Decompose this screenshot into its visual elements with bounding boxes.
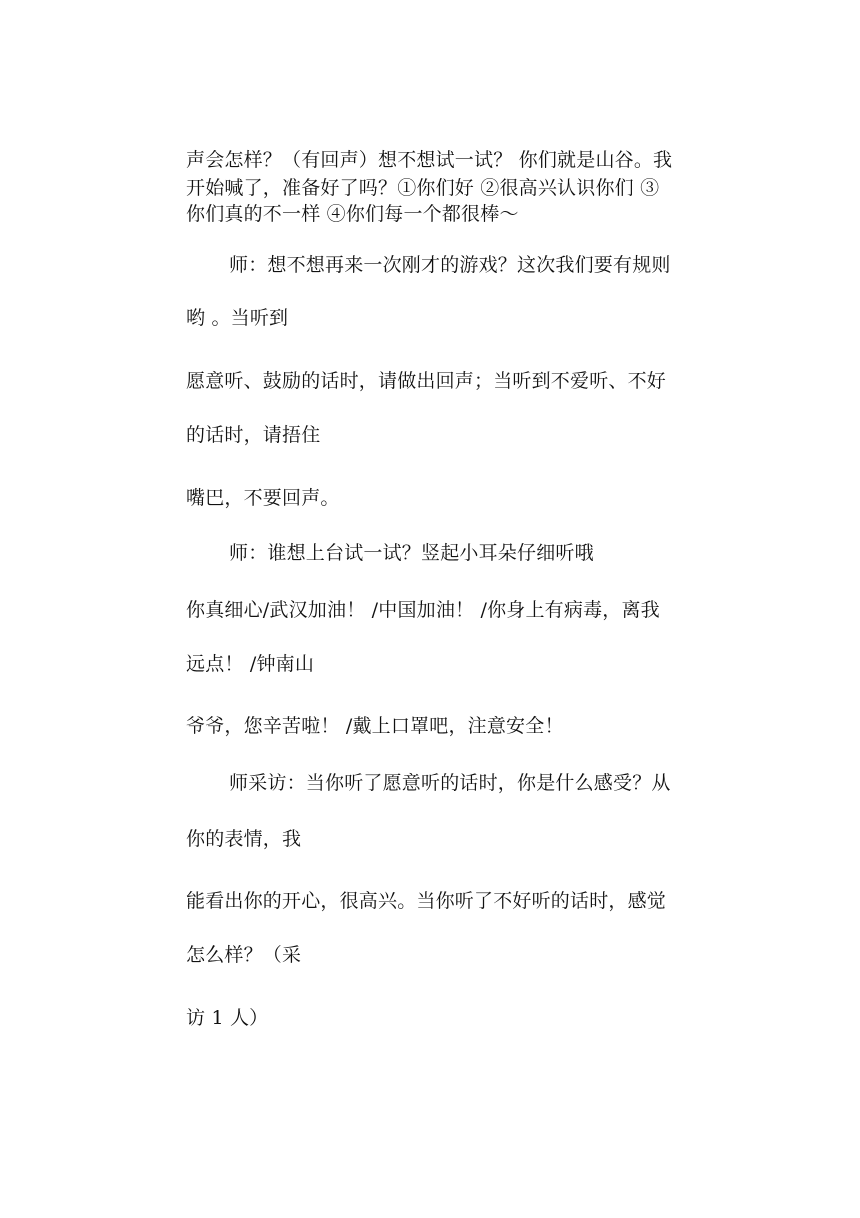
text-line-16: 怎么样？（采: [186, 944, 302, 966]
text-line-6: 愿意听、鼓励的话时，请做出回声；当听到不爱听、不好: [186, 370, 667, 392]
teacher-line-2: 师：谁想上台试一试？竖起小耳朵仔细听哦: [229, 542, 594, 564]
text-line-2: 开始喊了，准备好了吗？①你们好 ②很高兴认识你们 ③: [186, 177, 660, 199]
text-line-14: 你的表情，我: [186, 828, 302, 850]
text-line-1: 声会怎样？（有回声）想不想试一试？ 你们就是山谷。我: [186, 149, 673, 171]
text-line-11: 远点！ /钟南山: [186, 653, 315, 675]
text-line-5: 哟 。当听到: [186, 307, 289, 329]
text-line-15: 能看出你的开心，很高兴。当你听了不好听的话时，感觉: [186, 890, 667, 912]
text-line-3: 你们真的不一样 ④你们每一个都很棒～: [186, 203, 519, 225]
text-line-10: 你真细心/武汉加油！ /中国加油！ /你身上有病毒，离我: [186, 599, 660, 621]
teacher-interview-line: 师采访：当你听了愿意听的话时，你是什么感受？从: [229, 772, 671, 794]
text-line-12: 爷爷，您辛苦啦！ /戴上口罩吧，注意安全！: [186, 715, 564, 737]
teacher-line-1: 师：想不想再来一次刚才的游戏？这次我们要有规则: [229, 254, 671, 276]
text-line-7: 的话时，请捂住: [186, 424, 321, 446]
text-line-17: 访 1 人）: [186, 1007, 269, 1029]
text-line-8: 嘴巴，不要回声。: [186, 487, 340, 509]
